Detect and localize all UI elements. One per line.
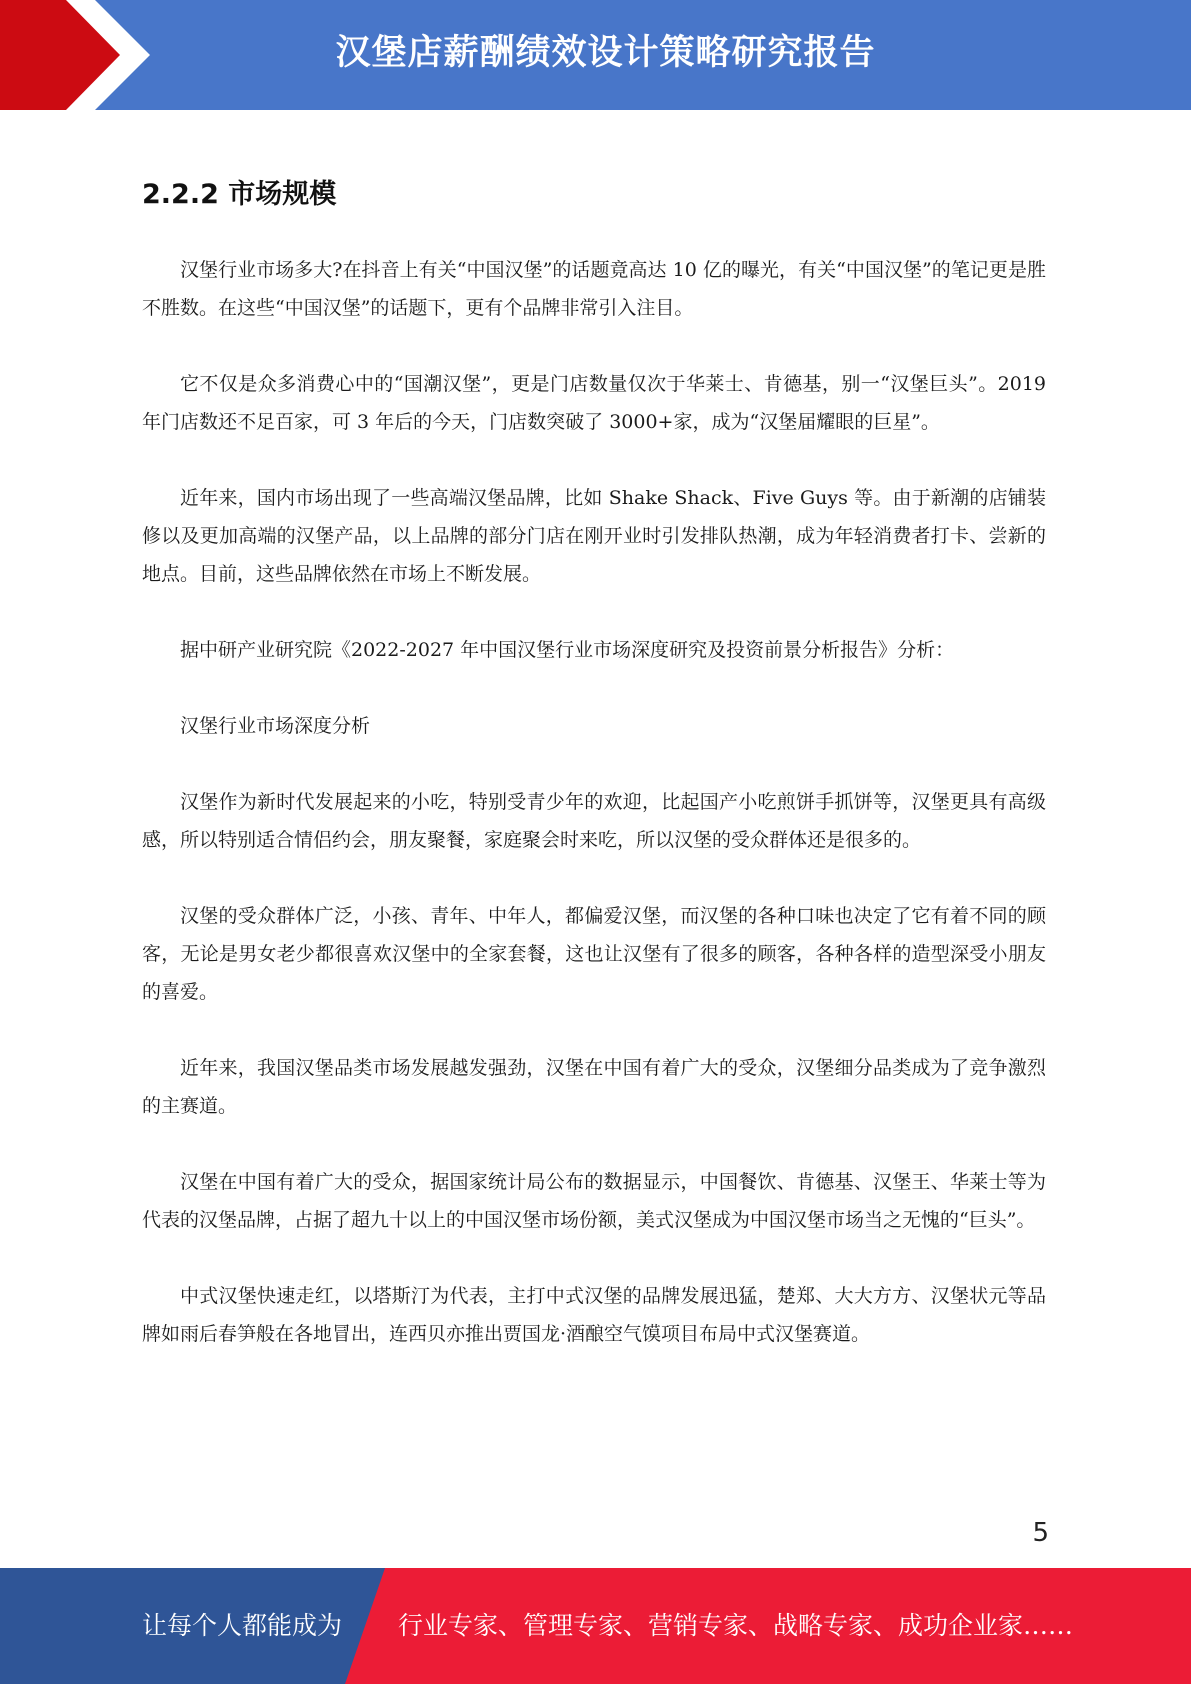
paragraph: 近年来，国内市场出现了一些高端汉堡品牌，比如 Shake Shack、Five Guys 等。由于新潮的店铺装修以及更加高端的汉堡产品，以上品牌的部分门店在刚开业时引发排队热潮，成为年轻消费者打卡、尝新的地点。目前，这些品牌依然在市场上不断发展。	[142, 487, 1046, 585]
main-content	[142, 160, 1046, 1391]
page-number: 5	[1032, 1518, 1049, 1548]
paragraph: 汉堡在中国有着广大的受众，据国家统计局公布的数据显示，中国餐饮、肯德基、汉堡王、华莱士等为代表的汉堡品牌，占据了超九十以上的中国汉堡市场份额，美式汉堡成为中国汉堡市场当之无愧的“巨头”。	[142, 1171, 1046, 1231]
page-footer-band	[0, 1568, 1191, 1684]
footer-slogan-right: 行业专家、管理专家、营销专家、战略专家、成功企业家……	[398, 1611, 1074, 1640]
paragraph: 汉堡行业市场深度分析	[180, 715, 371, 737]
page-header-band	[0, 0, 1191, 110]
paragraph: 汉堡的受众群体广泛，小孩、青年、中年人，都偏爱汉堡，而汉堡的各种口味也决定了它有着不同的顾客，无论是男女老少都很喜欢汉堡中的全家套餐，这也让汉堡有了很多的顾客，各种各样的造型深受小朋友的喜爱。	[142, 905, 1046, 1003]
report-title: 汉堡店薪酬绩效设计策略研究报告	[335, 33, 876, 73]
section-heading: 2.2.2 市场规模	[142, 179, 337, 210]
paragraph: 据中研产业研究院《2022-2027 年中国汉堡行业市场深度研究及投资前景分析报告》分析：	[180, 639, 955, 661]
paragraph: 中式汉堡快速走红，以塔斯汀为代表，主打中式汉堡的品牌发展迅猛，楚郑、大大方方、汉堡状元等品牌如雨后春笋般在各地冒出，连西贝亦推出贾国龙·酒酿空气馍项目布局中式汉堡赛道。	[142, 1285, 1046, 1345]
header-arrow-decoration	[0, 0, 160, 110]
paragraph: 它不仅是众多消费心中的“国潮汉堡”，更是门店数量仅次于华莱士、肯德基，别一“汉堡巨头”。2019 年门店数还不足百家，可 3 年后的今天，门店数突破了 3000+家，成为“汉堡届耀眼的巨星”。	[142, 373, 1046, 433]
paragraph: 近年来，我国汉堡品类市场发展越发强劲，汉堡在中国有着广大的受众，汉堡细分品类成为了竞争激烈的主赛道。	[142, 1057, 1046, 1117]
footer-slogan-left: 让每个人都能成为	[142, 1611, 343, 1640]
paragraph: 汉堡作为新时代发展起来的小吃，特别受青少年的欢迎，比起国产小吃煎饼手抓饼等，汉堡更具有高级感，所以特别适合情侣约会，朋友聚餐，家庭聚会时来吃，所以汉堡的受众群体还是很多的。	[142, 791, 1046, 851]
paragraph: 汉堡行业市场多大?在抖音上有关“中国汉堡”的话题竟高达 10 亿的曝光，有关“中国汉堡”的笔记更是胜不胜数。在这些“中国汉堡”的话题下，更有个品牌非常引入注目。	[142, 259, 1046, 319]
